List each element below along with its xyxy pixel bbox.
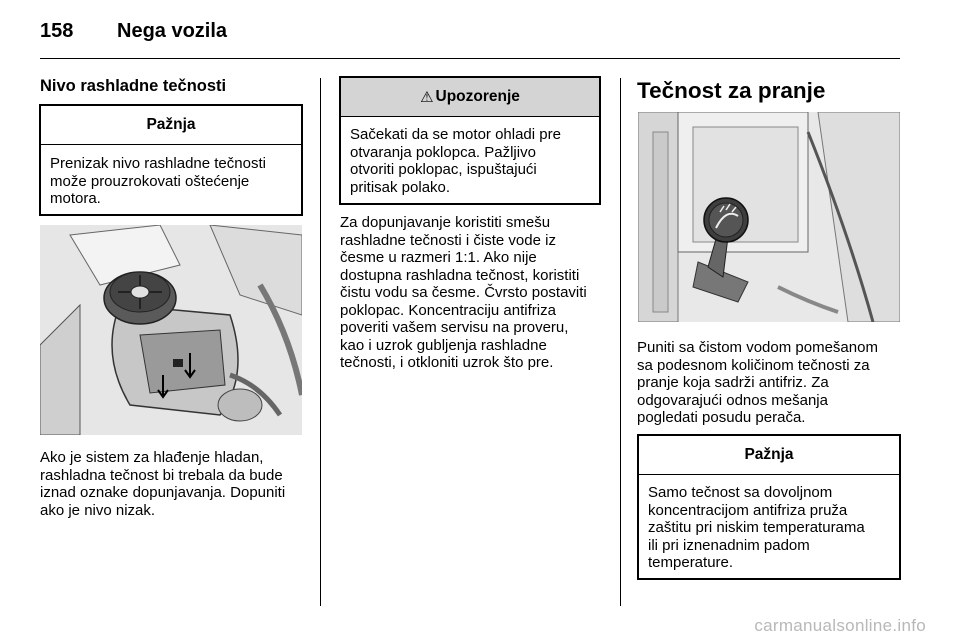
warning-title: Upozorenje <box>435 88 520 105</box>
washer-reservoir-illustration <box>638 112 900 322</box>
warning-line: otvaranja poklopca. Pažljivo <box>350 143 536 161</box>
header-rule <box>40 58 900 59</box>
refill-paragraph <box>340 214 615 372</box>
warning-box <box>339 76 601 205</box>
warning-triangle-icon: ⚠ <box>420 89 434 106</box>
notice-title: Pažnja <box>639 436 899 475</box>
paragraph-line: sa podesnom količinom tečnosti za <box>637 356 870 374</box>
notice-box-washer <box>637 434 901 580</box>
notice-line: Prenizak nivo rashladne tečnosti <box>50 155 266 172</box>
paragraph-line: ako je nivo nizak. <box>40 501 156 519</box>
column-divider-1 <box>320 78 321 606</box>
page-number: 158 <box>40 20 74 42</box>
notice-line: koncentracijom antifriza pruža <box>648 501 848 519</box>
warning-line: pritisak polako. <box>350 178 451 196</box>
warning-line: otvoriti poklopac, ispuštajući <box>350 161 537 178</box>
notice-line: motora. <box>50 190 101 207</box>
watermark-text[interactable]: carmanualsonline.info <box>754 616 926 635</box>
paragraph-line: Ako je sistem za hlađenje hladan, <box>40 449 264 466</box>
paragraph-line: čistu vodu sa česme. Čvrsto postaviti <box>340 284 587 301</box>
coolant-reservoir-illustration <box>40 225 302 435</box>
washer-reservoir-drawing <box>638 112 900 322</box>
section-heading-washer: Tečnost za pranje <box>637 78 826 103</box>
paragraph-line: Za dopunjavanje koristiti smešu <box>340 214 551 231</box>
warning-header <box>341 78 599 117</box>
paragraph-line: odgovarajući odnos mešanja <box>637 391 828 409</box>
paragraph-line: rashladne tečnosti i čiste vode iz <box>340 231 556 249</box>
column-divider-2 <box>620 78 621 606</box>
paragraph-line: pranje koja sadrži antifriz. Za <box>637 374 829 391</box>
paragraph-line: tečnosti, i otkloniti uzrok što pre. <box>340 354 554 371</box>
paragraph-line: rashladna tečnost bi trebala da bude <box>40 466 283 484</box>
paragraph-line: poklopac. Koncentraciju antifriza <box>340 301 556 319</box>
notice-line: može prouzrokovati oštećenje <box>50 172 250 190</box>
washer-paragraph <box>637 339 902 427</box>
coolant-reservoir-drawing <box>40 225 302 435</box>
chapter-title: Nega vozila <box>117 20 228 42</box>
paragraph-line: dostupna rashladna tečnost, koristiti <box>340 266 580 284</box>
notice-title: Pažnja <box>41 106 301 145</box>
notice-box-coolant <box>39 104 303 216</box>
notice-text <box>41 145 301 216</box>
paragraph-line: pogledati posudu perača. <box>637 409 806 426</box>
notice-text <box>639 475 899 580</box>
notice-line: ili pri iznenadnim padom <box>648 536 810 554</box>
paragraph-line: kao i uzrok gubljenja rashladne <box>340 336 547 354</box>
paragraph-line: poveriti vašem servisu na proveru, <box>340 319 569 336</box>
notice-line: Samo tečnost sa dovoljnom <box>648 484 833 501</box>
coolant-paragraph <box>40 449 310 519</box>
notice-line: temperature. <box>648 554 734 571</box>
paragraph-line: iznad oznake dopunjavanja. Dopuniti <box>40 484 286 501</box>
paragraph-line: česme u razmeri 1:1. Ako nije <box>340 249 537 266</box>
section-heading-coolant: Nivo rashladne tečnosti <box>40 77 227 95</box>
notice-line: zaštitu pri niskim temperaturama <box>648 519 865 536</box>
paragraph-line: Puniti sa čistom vodom pomešanom <box>637 339 878 356</box>
warning-line: Sačekati da se motor ohladi pre <box>350 126 561 143</box>
warning-text <box>341 117 599 204</box>
